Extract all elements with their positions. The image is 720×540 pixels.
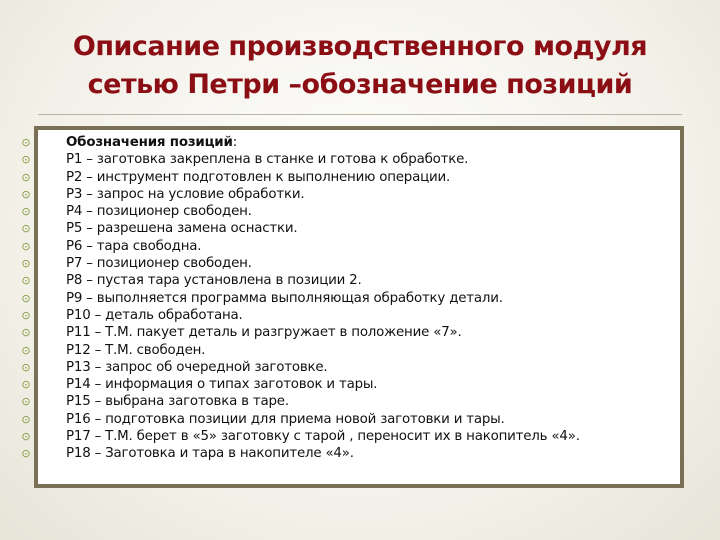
list-item: Р1 – заготовка закреплена в станке и готова к обработке.: [66, 152, 469, 168]
target-bullet-icon: ⊙: [21, 430, 31, 444]
target-bullet-icon: ⊙: [21, 187, 31, 201]
list-item: Р12 – Т.М. свободен.: [66, 342, 206, 358]
list-item: Р18 – Заготовка и тара в накопителе «4».: [66, 446, 354, 462]
bullet-column: [18, 134, 34, 463]
target-bullet-icon: ⊙: [21, 274, 31, 288]
list-item: Р11 – Т.М. пакует деталь и разгружает в положение «7».: [66, 325, 462, 341]
position-items: [66, 151, 676, 462]
target-bullet-icon: ⊙: [21, 170, 31, 184]
list-header-colon: :: [232, 135, 237, 150]
slide-title: [40, 28, 680, 104]
target-bullet-icon: ⊙: [21, 343, 31, 357]
list-header-text: Обозначения позиций: [66, 135, 233, 150]
title-line-2: сетью Петри –обозначение позиций: [87, 69, 633, 100]
title-divider: [38, 114, 682, 115]
list-item: Р9 – выполняется программа выполняющая обработку детали.: [66, 290, 503, 306]
list-item: Р6 – тара свободна.: [66, 238, 202, 254]
target-bullet-icon: ⊙: [21, 136, 31, 149]
target-bullet-icon: ⊙: [21, 291, 31, 305]
target-bullet-icon: ⊙: [21, 378, 31, 392]
list-item: Р14 – информация о типах заготовок и тары.: [66, 377, 378, 393]
list-item: Р10 – деталь обработана.: [66, 307, 243, 323]
list-item: Р7 – позиционер свободен.: [66, 256, 252, 272]
target-bullet-icon: ⊙: [21, 395, 31, 409]
list-item: Р15 – выбрана заготовка в таре.: [66, 394, 289, 410]
target-bullet-icon: ⊙: [21, 412, 31, 426]
target-bullet-icon: ⊙: [21, 153, 31, 167]
list-item: Р3 – запрос на условие обработки.: [66, 186, 305, 202]
target-bullet-icon: ⊙: [21, 308, 31, 322]
target-bullet-icon: ⊙: [21, 239, 31, 253]
target-bullet-icon: ⊙: [21, 326, 31, 340]
list-item: Р13 – запрос об очередной заготовке.: [66, 359, 328, 375]
list-item: Р4 – позиционер свободен.: [66, 204, 252, 220]
target-bullet-icon: ⊙: [21, 447, 31, 461]
list-item: Р8 – пустая тара установлена в позиции 2.: [66, 273, 362, 289]
position-list: [66, 134, 676, 463]
title-line-1: Описание производственного модуля: [72, 31, 648, 62]
list-item: Р16 – подготовка позиции для приема новой заготовки и тары.: [66, 411, 505, 427]
target-bullet-icon: ⊙: [21, 222, 31, 236]
target-bullet-icon: ⊙: [21, 257, 31, 271]
target-bullet-icon: ⊙: [21, 205, 31, 219]
list-item: Р17 – Т.М. берет в «5» заготовку с тарой , переносит их в накопитель «4».: [66, 429, 580, 445]
target-bullet-icon: ⊙: [21, 360, 31, 374]
list-item: Р5 – разрешена замена оснастки.: [66, 221, 298, 237]
list-item: Р2 – инструмент подготовлен к выполнению операции.: [66, 169, 451, 185]
list-header: [66, 134, 676, 151]
